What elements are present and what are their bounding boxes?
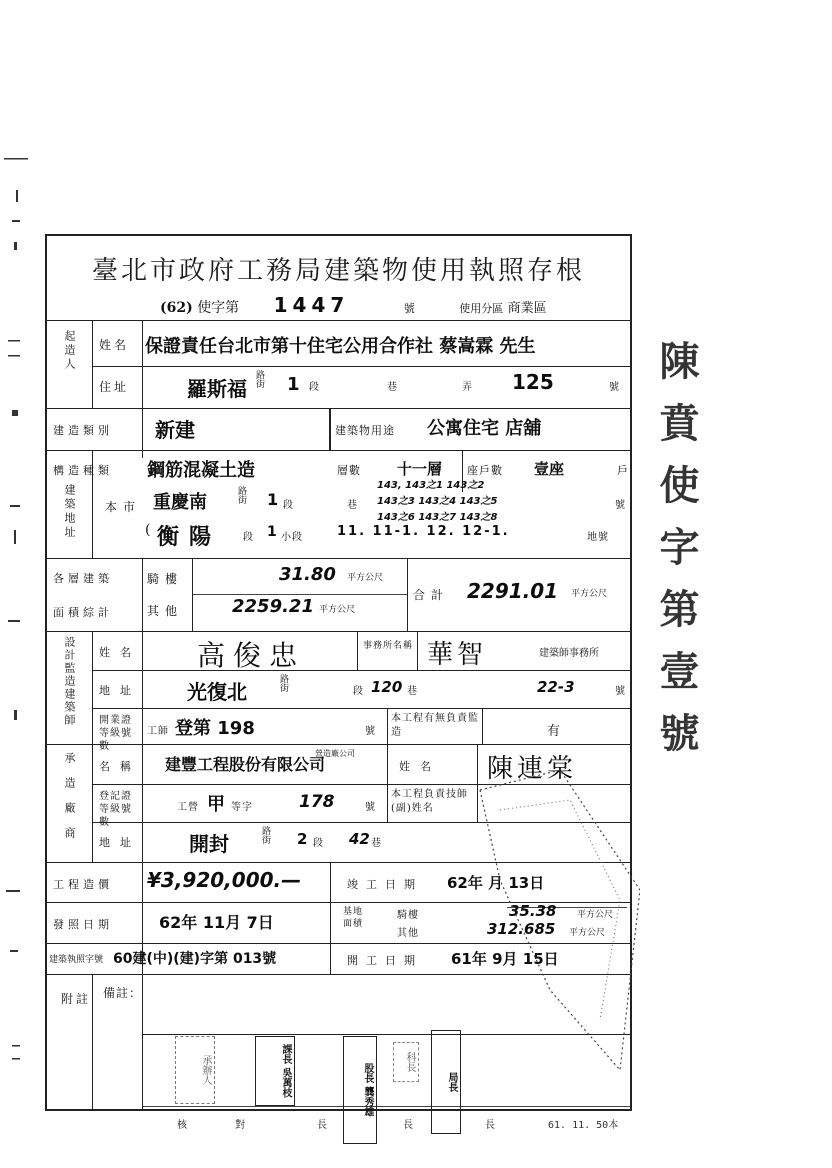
base-arcade-label: 騎樓 [397,910,419,921]
cost-value: ¥3,920,000.— [147,868,302,892]
applicant-alley-word: 弄 [462,382,473,393]
applicant-address-road: 羅斯福 [187,377,247,401]
designer-supervisor-label: 本工程有無負責監造 [391,713,479,738]
site-lot-open-paren: ( [145,522,151,538]
site-lane-word: 巷 [347,500,358,511]
contractor-reg-suffix: 號 [365,802,376,813]
contractor-reg-value: 甲 [207,794,225,815]
applicant-address-section: 1 [287,374,300,395]
area-label-bottom: 面積綜計 [53,606,113,619]
site-section: 1 [267,490,279,509]
site-lot-district: 衡陽 [157,525,222,550]
designer-address-no: 22-3 [537,678,575,696]
applicant-lane-word: 巷 [387,382,398,393]
applicant-no-word: 號 [609,382,620,393]
stamp-4: 科長 [393,1042,419,1082]
contractor-person-value: 陳連棠 [487,754,578,784]
site-lot-word: 地號 [587,532,609,543]
site-numbers-line3: 143之6 143之7 143之8 [377,512,498,523]
contractor-reg-label: 登記證等級號數 [99,791,132,828]
stamp-5: 局長 [431,1030,461,1134]
contractor-person-label: 姓名 [399,760,441,773]
designer-supervisor-value: 有 [547,724,561,739]
license-prefix: 使字第 [197,300,240,316]
structure-value: 鋼筋混凝土造 [147,460,255,481]
area-arcade-value: 31.80 [279,564,336,585]
base-other-unit: 平方公尺 [569,928,606,938]
contractor-reg-no: 178 [299,792,335,812]
contractor-section-word: 段 [313,838,324,849]
cost-label: 工程造價 [53,878,113,891]
license-number: 1447 [273,293,350,317]
area-unit-other: 平方公尺 [319,605,356,615]
form-footer: 61. 11. 50本 [548,1120,619,1131]
remarks-section-char-1: 附註 [61,992,92,1006]
units-value: 壹座 [534,460,565,478]
site-lot-subsection-word: 小段 [281,532,303,543]
document-title: 臺北市政府工務局建築物使用執照存根 [92,256,586,286]
area-total-label: 合計 [413,588,450,602]
scan-noise-icon [0,150,30,1110]
contractor-company-label: 營造廠公司 [315,749,355,758]
contractor-address-label: 地址 [99,836,141,849]
area-unit-arcade: 平方公尺 [347,573,384,583]
site-lot-subsection: 1 [267,524,277,540]
applicant-name-value: 保證責任台北市第十住宅公用合作社 蔡嵩霖 先生 [145,336,536,357]
area-total-value: 2291.01 [467,579,559,603]
sign-word-4: 長 [403,1120,414,1131]
designer-license-suffix: 號 [365,726,376,737]
contractor-section-label: 承造廠商 [63,752,76,852]
contractor-lane-word: 巷 [371,838,382,849]
designer-name-value: 高俊忠 [197,639,306,672]
floors-label: 層數 [337,464,361,477]
designer-license-value: 登第 198 [175,718,255,739]
completion-label: 竣工日期 [347,878,423,891]
applicant-address-no: 125 [512,370,554,394]
zone-label: 使用分區 [459,302,504,315]
area-other-label: 其他 [147,604,184,618]
contractor-address-road: 開封 [189,832,229,856]
contractor-reg-mid: 等字 [231,802,253,813]
contractor-name-label: 名稱 [99,760,141,773]
contractor-address-lane: 42 [349,830,370,848]
site-lot-numbers: 11. 11-1. 12. 12-1. [337,524,510,539]
base-area-label: 基地面積 [343,907,364,929]
site-label: 建築地址 [63,484,76,540]
completion-value: 62年 月 13日 [447,874,545,892]
applicant-road-label: 路街 [254,370,264,388]
stamp-1: 承辦人 [175,1036,215,1104]
structure-label: 構造種類 [53,464,113,477]
designer-license-label: 開業證等級號數 [99,715,132,752]
issue-label: 發照日期 [53,918,113,931]
area-label-top: 各層建築 [53,572,113,585]
designer-no-word: 號 [615,686,626,697]
area-arcade-label: 騎樓 [147,572,184,586]
contractor-reg-prefix: 工營 [177,802,199,813]
site-road: 重慶南 [153,492,207,513]
units-label: 座戶數 [467,464,503,477]
stamp-3: 股長 龔秀雄 [343,1036,377,1144]
designer-section-word: 段 [353,686,364,697]
contractor-road-label: 路街 [260,826,270,844]
designer-office-label: 事務所名稱 [363,641,414,651]
applicant-section-word: 段 [309,382,320,393]
designer-road-label: 路街 [278,674,288,692]
designer-address-label: 地址 [99,684,141,697]
sign-word-5: 長 [485,1120,496,1131]
site-number-word: 號 [615,500,626,511]
site-section-word: 段 [283,500,294,511]
designer-address-road: 光復北 [187,680,247,704]
building-type-label: 建造類別 [53,424,113,437]
designer-name-label: 姓名 [99,646,141,659]
building-use-value: 公寓住宅 店舖 [427,418,542,439]
area-unit-total: 平方公尺 [571,589,608,599]
designer-lane-word: 巷 [407,686,418,697]
contractor-tech-label: 本工程負責技師(副)姓名 [391,789,468,814]
stamp-2: 課長 吳萬枝 [255,1036,295,1106]
issue-value: 62年 11月 7日 [159,913,274,932]
license-suffix: 號 [403,302,415,315]
designer-office-suffix: 建築師事務所 [539,648,599,659]
sign-word-3: 長 [317,1120,328,1131]
applicant-section-label: 起造人 [63,330,76,372]
floors-value: 十一層 [397,460,443,478]
base-other-value: 312.685 [487,920,556,938]
left-edge-marks [0,150,30,1110]
site-numbers-line2: 143之3 143之4 143之5 [377,496,498,507]
site-numbers-line1: 143, 143之1 143之2 [377,480,485,491]
base-arcade-unit: 平方公尺 [577,910,614,920]
sign-word-2: 對 [235,1120,246,1131]
designer-license-prefix: 工師 [147,726,169,737]
designer-office-value: 華智 [427,640,488,670]
permit-value: 60建(中)(建)字第 013號 [113,951,277,967]
remarks-label: 備註： [103,986,143,1000]
site-city: 本市 [105,500,142,514]
site-lot-section-word: 段 [243,532,254,543]
license-year: (62) [160,300,193,316]
applicant-address-label: 住址 [99,380,130,394]
applicant-name-label: 姓名 [99,338,130,352]
contractor-address-section: 2 [297,830,308,848]
designer-address-lane: 120 [371,678,403,696]
site-road-label: 路街 [236,486,246,504]
start-label: 開工日期 [347,954,423,967]
base-arcade-value: 35.38 [509,902,557,920]
seal-smudge-icon [470,770,640,1070]
designer-section-label: 設計監造建築師 [63,636,76,727]
zone-value: 商業區 [507,301,547,316]
units-word: 戶 [617,464,629,477]
right-edge-text: 陳賁使字第壹號 [653,340,700,774]
building-use-label: 建築物用途 [335,424,395,437]
base-other-label: 其他 [397,928,419,939]
seal-smudge [470,770,640,1070]
area-other-value: 2259.21 [232,596,314,617]
contractor-name-value: 建豐工程股份有限公司 [165,755,326,774]
sign-word-1: 核 [177,1120,188,1131]
start-value: 61年 9月 15日 [451,950,559,968]
building-type-value: 新建 [155,418,195,442]
permit-label: 建築執照字號 [49,955,104,965]
